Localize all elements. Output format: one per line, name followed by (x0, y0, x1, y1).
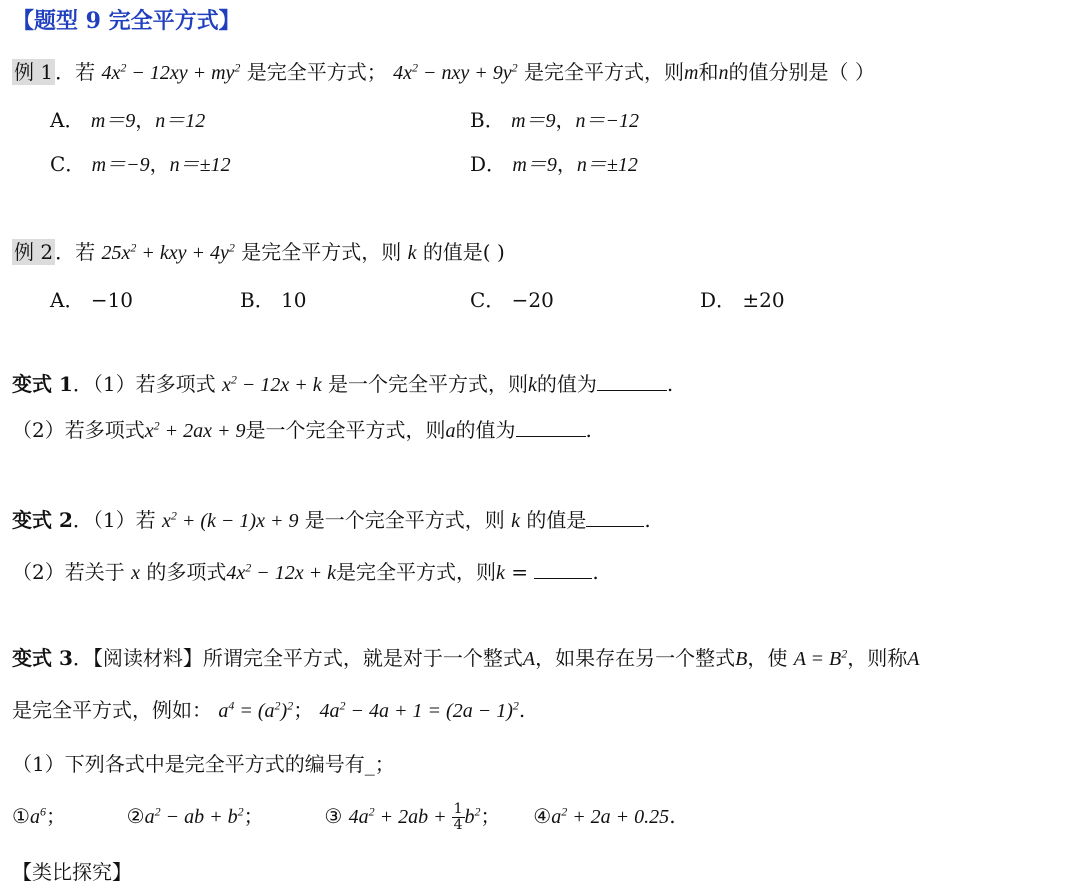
variant-3-items: $①a^6$； $②a^2$ − ab + $b^2$； ③ $4a^2 + 2ab$ + $\frac{1}{4}$ $b^2$； $④a^2 + 2a + 0.25$. (12, 801, 676, 833)
analogy-section-title: 【类比探究】 (12, 860, 132, 884)
example-2-option-c[interactable]: C． −20 (470, 288, 554, 312)
variant-2-part-2: （2）若关于 x 的多项式$4x^2 - 12x + k$是完全平方式，则k = . (12, 560, 599, 584)
expr-2: $4x^2$ − nxy + $9y^2$ (393, 60, 518, 84)
example-2-option-a[interactable]: A． −10 (50, 288, 134, 312)
variant-1-label: 变式 1 (12, 372, 73, 396)
variant-3-intro: 变式 3．【阅读材料】所谓完全平方式，就是对于一个整式A，如果存在另一个整式B，使 $A = B^2$，则称A (12, 646, 920, 670)
example-1-label: 例 1 (14, 60, 54, 84)
answer-blank[interactable] (516, 418, 586, 437)
fraction-one-quarter: $\frac{1}{4}$ (453, 801, 463, 833)
example-1-option-c[interactable]: C． m＝−9，n＝±12 (50, 152, 231, 176)
variant-3-example: 是完全平方式，例如： $a^4 = (a^2)^2$； $4a^2 - 4a + 1 = (2a - 1)^2$. (12, 698, 526, 722)
example-1-question: 例 1 ．若 $4x^2 - 12xy + my^2$ 是完全平方式； $4x^2$ − nxy + $9y^2$ 是完全平方式，则m和n的值分别是（ ） (14, 60, 875, 84)
variant-2-label: 变式 2 (12, 508, 73, 532)
example-1-option-a[interactable]: A． m＝9，n＝12 (50, 108, 206, 132)
expr-1: $4x^2 - 12xy + my^2$ (101, 60, 241, 84)
example-2-option-d[interactable]: D． ±20 (700, 288, 785, 312)
example-2-label: 例 2 (14, 240, 54, 264)
example-1-option-b[interactable]: B． m＝9，n＝−12 (470, 108, 640, 132)
answer-blank[interactable] (534, 560, 592, 579)
example-1-option-d[interactable]: D． m＝9，n＝±12 (470, 152, 638, 176)
variant-3-label: 变式 3 (12, 646, 73, 670)
variant-1-part-2: （2）若多项式$x^2 + 2ax + 9$是一个完全平方式，则a的值为 . (12, 418, 592, 442)
answer-blank[interactable] (586, 508, 644, 527)
example-2-option-b[interactable]: B． 10 (240, 288, 307, 312)
variant-3-question-1: （1）下列各式中是完全平方式的编号有_； (12, 752, 395, 776)
answer-blank[interactable] (597, 372, 667, 391)
example-2-question: 例 2 ．若 $25x^2$ + kxy + $4y^2$ 是完全平方式，则 k 的值是( ) (14, 240, 505, 264)
variant-2-part-1: 变式 2．（1）若 $x^2 + (k - 1)x + 9$ 是一个完全平方式，则 k 的值是 . (12, 508, 651, 532)
section-title: 【题型 9 完全平方式】 (12, 8, 241, 34)
variant-1-part-1: 变式 1．（1）若多项式 $x^2 - 12x + k$ 是一个完全平方式，则k的值为 . (12, 372, 674, 396)
